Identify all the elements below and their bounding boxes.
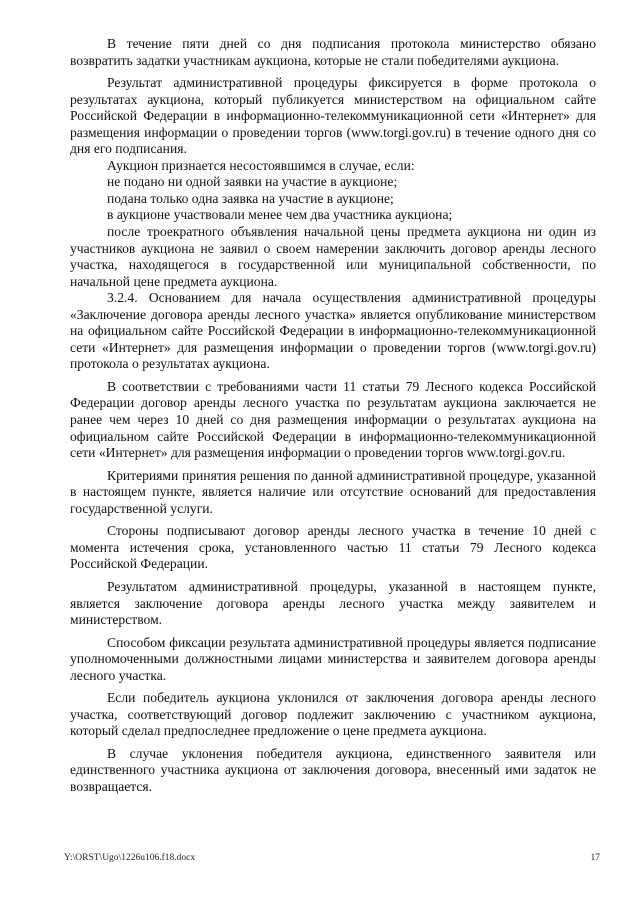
- paragraph-condition-one-bid: подана только одна заявка на участие в аукционе;: [107, 190, 394, 206]
- paragraph-procedure-result: Результатом административной процедуры, указанной в настоящем пункте, является заключение договора аренды лесного участка между заявителем и министерством.: [70, 578, 596, 628]
- paragraph-result-fixation: Способом фиксации результата административной процедуры является подписание уполномоченными должностными лицами министерства и заявителем договора аренды лесного участка.: [70, 634, 596, 683]
- paragraph-decision-criteria: Критериями принятия решения по данной административной процедуре, указанной в настоящем пункте, является наличие или отсутствие оснований для предоставления государственной услуги.: [70, 467, 596, 516]
- paragraph-winner-evasion: Если победитель аукциона уклонился от заключения договора аренды лесного участка, соответствующий договор подлежит заключению с участником аукциона, который сделал предпоследнее предложение о цене предмета аукциона.: [70, 690, 596, 739]
- paragraph-condition-no-declaration: после троекратного объявления начальной цены предмета аукциона ни один из участников аукциона не заявил о своем намерении заключить договор аренды лесного участка, находящегося в государственной или муниципальной собственности, по начальной цене предмета аукциона.: [70, 224, 596, 289]
- document-body: [70, 36, 596, 796]
- paragraph-result-protocol: Результат административной процедуры фиксируется в форме протокола о результатах аукциона, который публикуется министерством на официальном сайте Российской Федерации в информационно-телекоммуникационной сети «Интернет» для размещения информации о проведении торгов (www.torgi.gov.ru) в течение одного дня со дня его подписания.: [70, 75, 596, 157]
- paragraph-deposit-not-returned: В случае уклонения победителя аукциона, единственного заявителя или единственного участника аукциона от заключения договора, внесенный ими задаток не возвращается.: [70, 745, 596, 794]
- paragraph-condition-no-bids: не подано ни одной заявки на участие в аукционе;: [107, 174, 398, 190]
- paragraph-contract-signing: Стороны подписывают договор аренды лесного участка в течение 10 дней с момента истечения срока, установленного частью 11 статьи 79 Лесного кодекса Российской Федерации.: [70, 523, 596, 572]
- paragraph-forest-code-requirements: В соответствии с требованиями части 11 статьи 79 Лесного кодекса Российской Федерации договор аренды лесного участка по результатам аукциона заключается не ранее чем через 10 дней со дня размещения информации о результатах аукциона на официальном сайте Российской Федерации в информационно-телекоммуникационной сети «Интернет» для размещения информации о проведении торгов www.torgi.gov.ru.: [70, 378, 596, 461]
- footer-page-number: 17: [590, 853, 600, 863]
- paragraph-deposit-return: В течение пяти дней со дня подписания протокола министерство обязано возвратить задатки участникам аукциона, которые не стали победителями аукциона.: [70, 36, 596, 68]
- footer-file-path: Y:\ORST\Ugo\1226u106.f18.docx: [64, 853, 196, 863]
- paragraph-section-3-2-4: 3.2.4. Основанием для начала осуществления административной процедуры «Заключение договора аренды лесного участка» является опубликование министерством на официальном сайте Российской Федерации в информационно-телекоммуникационной сети «Интернет» для размещения информации о проведении торгов (www.torgi.gov.ru) протокола о результатах аукциона.: [70, 290, 596, 372]
- paragraph-condition-few-participants: в аукционе участвовали менее чем два участника аукциона;: [107, 207, 453, 223]
- paragraph-auction-failed-intro: Аукцион признается несостоявшимся в случае, если:: [107, 157, 415, 173]
